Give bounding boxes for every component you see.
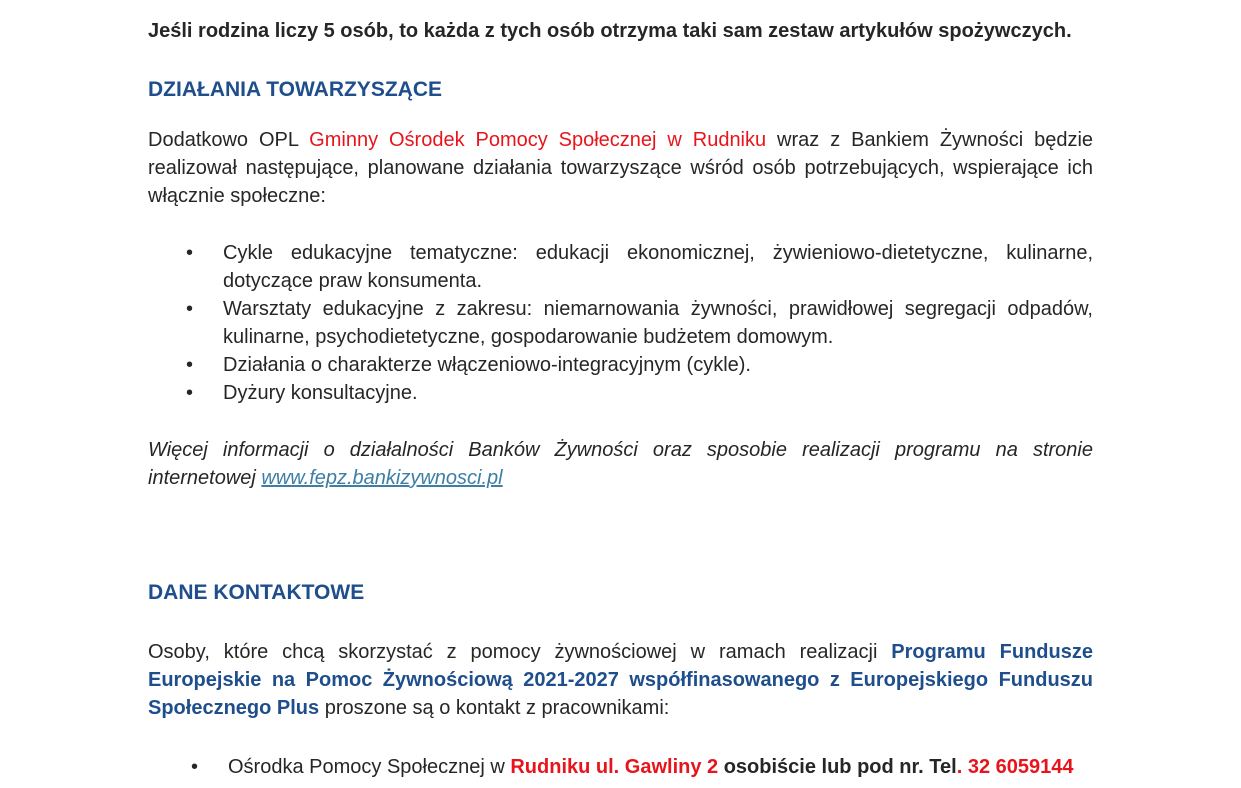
list-item: • Dyżury konsultacyjne. xyxy=(148,379,1093,407)
organization-name: Gminny Ośrodek Pomocy Społecznej w Rudniku xyxy=(309,129,767,151)
contact-phone: . 32 6059144 xyxy=(956,756,1074,778)
contact-office: Ośrodka Pomocy Społecznej w xyxy=(228,756,511,778)
bullet-icon: • xyxy=(186,242,194,264)
food-bank-website-link[interactable]: www.fepz.bankizywnosci.pl xyxy=(261,467,503,489)
intro-line: Jeśli rodzina liczy 5 osób, to każda z tych osób otrzyma taki sam zestaw artykułów spożywczych. xyxy=(148,20,1072,42)
section-heading-activities: DZIAŁANIA TOWARZYSZĄCE xyxy=(148,78,442,101)
contact-list xyxy=(148,753,1093,781)
list-item: • Działania o charakterze włączeniowo-integracyjnym (cykle). xyxy=(148,351,1093,379)
list-item: • Cykle edukacyjne tematyczne: edukacji ekonomicznej, żywieniowo-dietetyczne, kulinarne, dotyczące praw konsumenta. xyxy=(148,239,1093,295)
activities-paragraph-end: wraz z Bankiem Żywności będzie realizował następujące, planowane działania towarzyszące wśród osób potrzebujących, wspierające ich włącznie społeczne: xyxy=(148,129,1094,207)
bullet-icon: • xyxy=(186,298,194,320)
bullet-icon: • xyxy=(191,756,199,778)
contact-paragraph xyxy=(148,638,1093,722)
program-name: Programu Fundusze Europejskie na Pomoc Żywnościową 2021-2027 współfinasowanego z Europejskiego Funduszu Społecznego Plus xyxy=(148,641,1093,719)
contact-method: osobiście lub pod nr. Tel xyxy=(718,756,957,778)
activities-list xyxy=(148,239,1093,407)
list-item xyxy=(148,753,1093,781)
activities-paragraph-start: Dodatkowo OPL xyxy=(148,129,310,151)
contact-paragraph-end: proszone są o kontakt z pracownikami: xyxy=(319,697,670,719)
contact-address: Rudniku ul. Gawliny 2 xyxy=(510,756,719,778)
contact-paragraph-start: Osoby, które chcą skorzystać z pomocy żywnościowej w ramach realizacji xyxy=(148,641,892,663)
activities-paragraph xyxy=(148,126,1093,210)
list-item: • Warsztaty edukacyjne z zakresu: niemarnowania żywności, prawidłowej segregacji odpadów, kulinarne, psychodietetyczne, gospodarowanie budżetem domowym. xyxy=(148,295,1093,351)
more-info-paragraph xyxy=(148,436,1093,492)
bullet-icon: • xyxy=(186,382,194,404)
more-info-text: Więcej informacji o działalności Banków Żywności oraz sposobie realizacji programu na stronie internetowej xyxy=(148,439,1093,489)
section-heading-contact: DANE KONTAKTOWE xyxy=(148,581,365,604)
bullet-icon: • xyxy=(186,354,194,376)
